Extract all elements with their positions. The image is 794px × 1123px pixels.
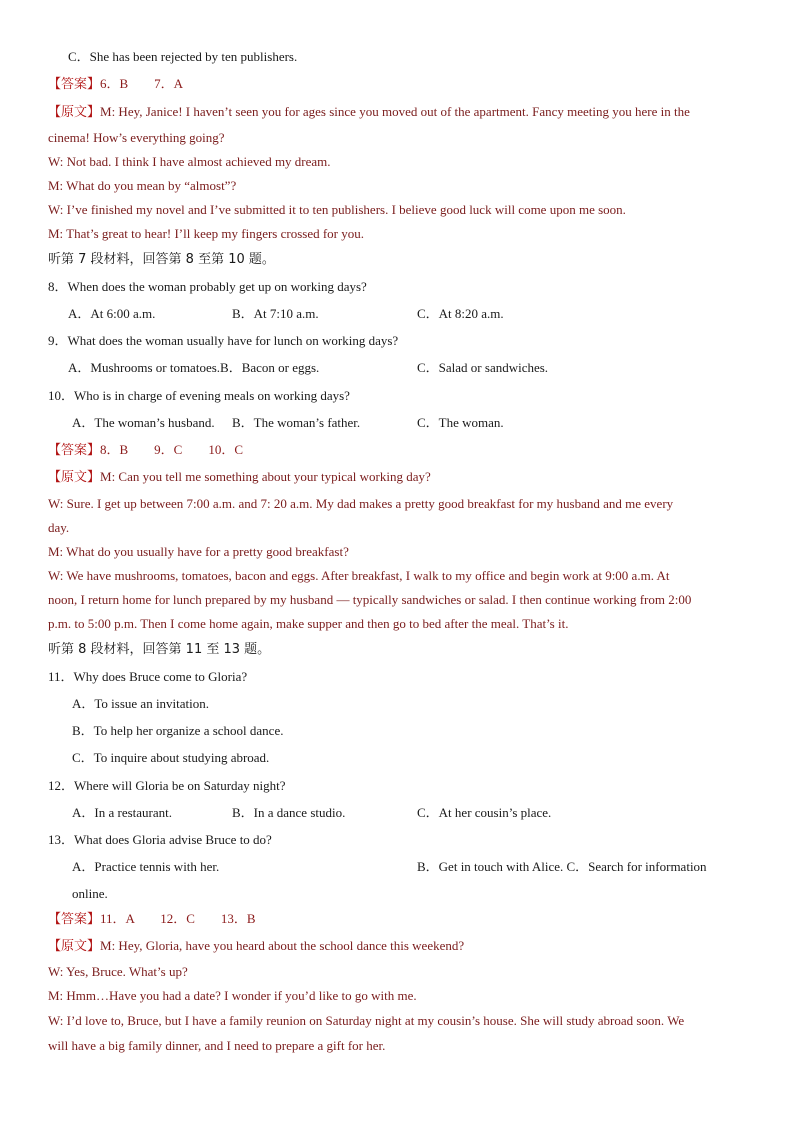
question-stem: 12．Where will Gloria be on Saturday night? — [48, 778, 286, 793]
script-text: will have a big family dinner, and I need to prepare a gift for her. — [48, 1038, 386, 1053]
script-text: W: Yes, Bruce. What’s up? — [48, 964, 188, 979]
answer-values: 8．B 9．C 10．C — [100, 442, 244, 457]
option-c-continued: online. — [72, 886, 108, 901]
script-line — [48, 103, 690, 122]
option-b: B．In a dance studio. — [232, 805, 346, 820]
script-text: M: What do you mean by “almost”? — [48, 178, 237, 193]
option-c: C．At her cousin’s place. — [417, 805, 552, 820]
option-a: A．To issue an invitation. — [72, 696, 210, 711]
section-heading: 听第 8 段材料，回答第 11 至 13 题。 — [48, 642, 271, 657]
script-text: W: Sure. I get up between 7:00 a.m. and 7: 20 a.m. My dad makes a pretty good breakfast for my husband and me every — [48, 496, 674, 511]
option-c: C．To inquire about studying abroad. — [72, 750, 270, 765]
answer-values: 6．B 7．A — [100, 76, 184, 91]
script-text: M: Hey, Gloria, have you heard about the school dance this weekend? — [100, 938, 465, 953]
script-text: W: I’ve finished my novel and I’ve submitted it to ten publishers. I believe good luck will come upon me soon. — [48, 202, 626, 217]
answer-tag: 【答案】 — [48, 912, 101, 927]
option-c: C．The woman. — [417, 415, 504, 430]
q7-option-c: C．She has been rejected by ten publishers. — [68, 49, 298, 64]
script-text: M: That’s great to hear! I’ll keep my fingers crossed for you. — [48, 226, 364, 241]
script-tag: 【原文】 — [48, 470, 101, 485]
answer-line — [48, 75, 183, 94]
script-text: M: What do you usually have for a pretty good breakfast? — [48, 544, 349, 559]
script-text: noon, I return home for lunch prepared by my husband — typically sandwiches or salad. I then continue working from 2:00 — [48, 592, 692, 607]
script-line — [48, 468, 431, 487]
section-heading: 听第 7 段材料，回答第 8 至第 10 题。 — [48, 252, 275, 267]
script-tag: 【原文】 — [48, 939, 101, 954]
question-stem: 11．Why does Bruce come to Gloria? — [48, 669, 248, 684]
option-b: B．The woman’s father. — [232, 415, 361, 430]
option-ab: A．Mushrooms or tomatoes.B．Bacon or eggs. — [68, 360, 320, 375]
option-a: A．In a restaurant. — [72, 805, 172, 820]
answer-line — [48, 910, 256, 929]
script-text: p.m. to 5:00 p.m. Then I come home again, make supper and then go to bed after the meal. That’s it. — [48, 616, 569, 631]
script-text: M: Can you tell me something about your typical working day? — [100, 469, 431, 484]
question-stem: 10．Who is in charge of evening meals on working days? — [48, 388, 350, 403]
question-stem: 13．What does Gloria advise Bruce to do? — [48, 832, 272, 847]
option-a: A．At 6:00 a.m. — [68, 306, 156, 321]
script-text: M: Hmm…Have you had a date? I wonder if you’d like to go with me. — [48, 988, 417, 1003]
option-b: B．At 7:10 a.m. — [232, 306, 319, 321]
script-text: W: We have mushrooms, tomatoes, bacon and eggs. After breakfast, I walk to my office and begin work at 9:00 a.m. At — [48, 568, 670, 583]
script-text: W: Not bad. I think I have almost achieved my dream. — [48, 154, 331, 169]
script-text: day. — [48, 520, 70, 535]
option-a: A．Practice tennis with her. — [72, 859, 220, 874]
script-tag: 【原文】 — [48, 105, 101, 120]
question-stem: 9．What does the woman usually have for lunch on working days? — [48, 333, 399, 348]
option-c: C．At 8:20 a.m. — [417, 306, 504, 321]
option-c: C．Salad or sandwiches. — [417, 360, 549, 375]
option-b: B．To help her organize a school dance. — [72, 723, 284, 738]
option-a: A．The woman’s husband. — [72, 415, 215, 430]
question-stem: 8．When does the woman probably get up on working days? — [48, 279, 367, 294]
script-text: W: I’d love to, Bruce, but I have a family reunion on Saturday night at my cousin’s house. She will study abroad soon. We — [48, 1013, 685, 1028]
script-text: cinema! How’s everything going? — [48, 130, 225, 145]
option-bc: B．Get in touch with Alice. C．Search for information — [417, 859, 707, 874]
script-text: M: Hey, Janice! I haven’t seen you for ages since you moved out of the apartment. Fancy meeting you here in the — [100, 104, 690, 119]
answer-values: 11．A 12．C 13．B — [100, 911, 256, 926]
answer-tag: 【答案】 — [48, 443, 101, 458]
answer-tag: 【答案】 — [48, 77, 101, 92]
script-line — [48, 937, 464, 956]
answer-line — [48, 441, 243, 460]
